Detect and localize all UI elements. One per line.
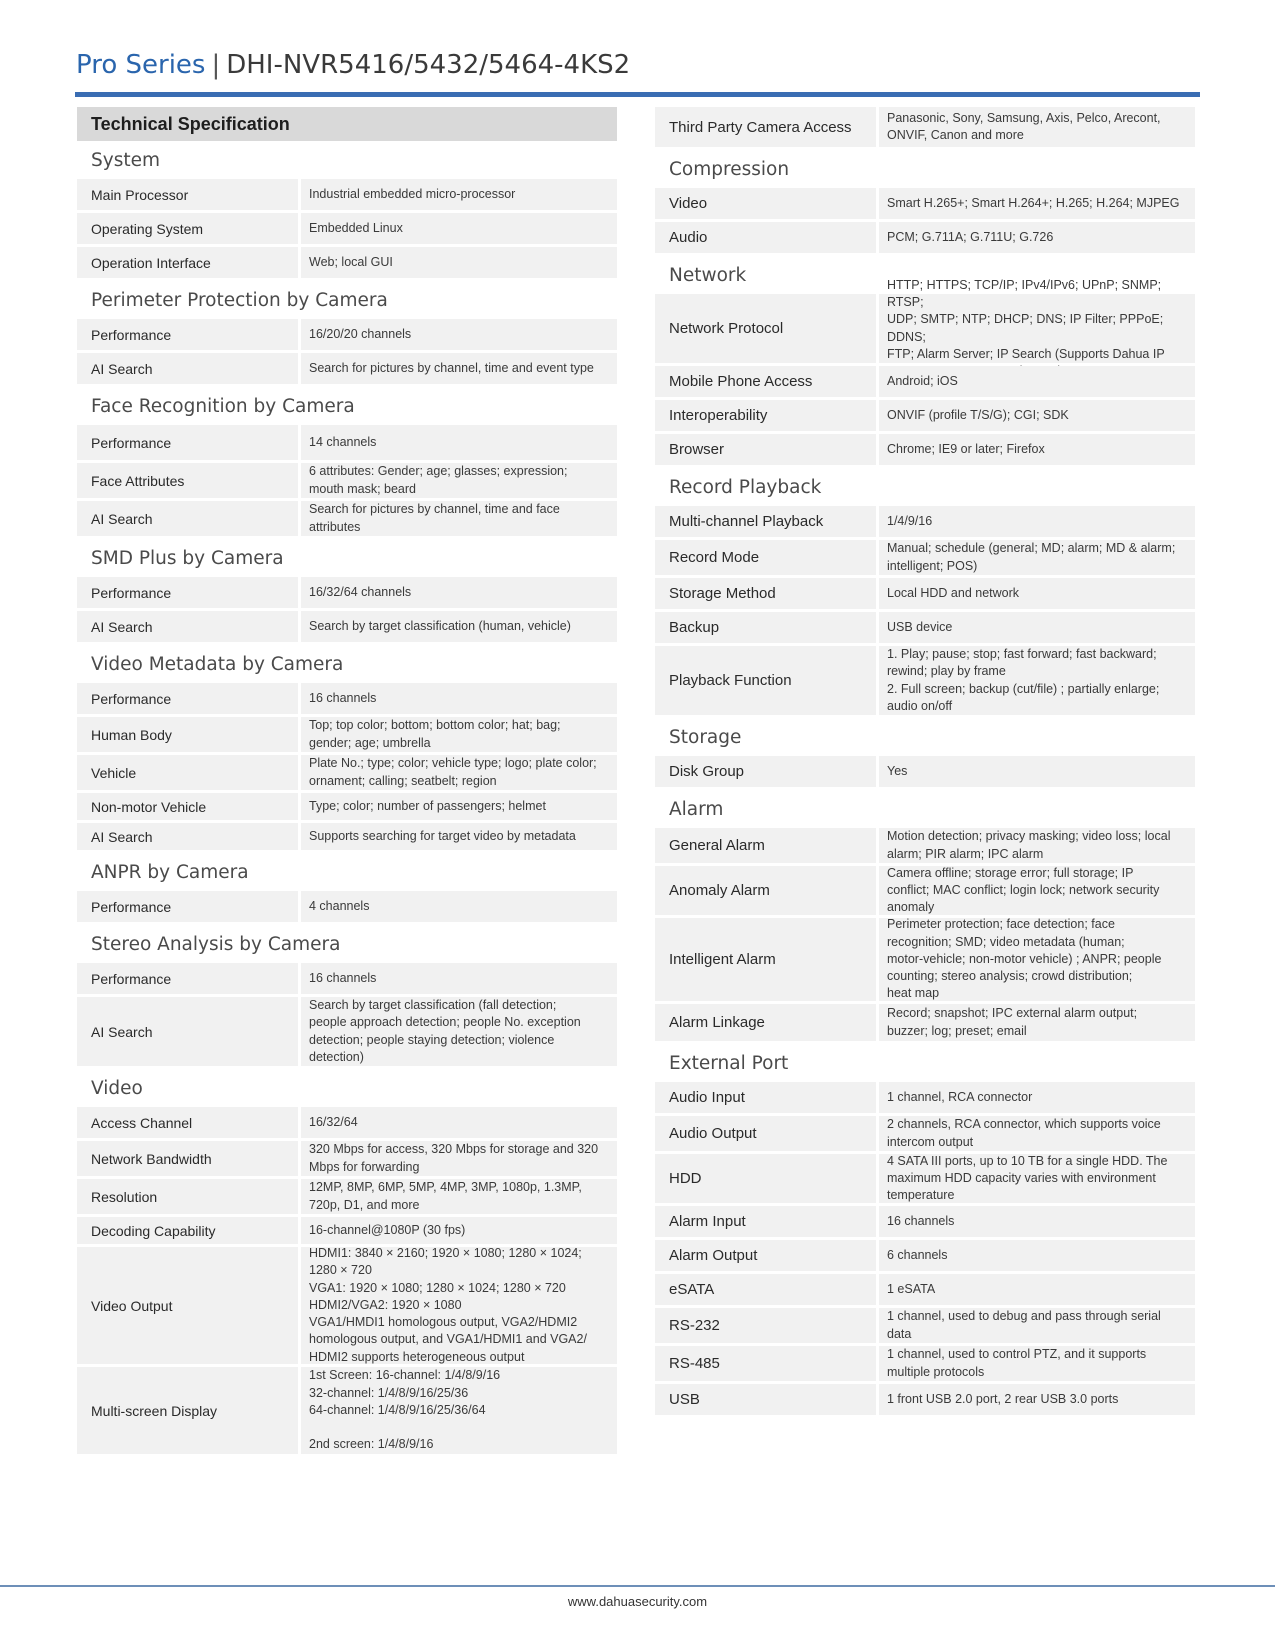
spec-label: AI Search	[77, 611, 298, 642]
spec-label: Playback Function	[655, 646, 876, 715]
spec-label: Multi-channel Playback	[655, 506, 876, 537]
spec-label: Performance	[77, 319, 298, 350]
spec-label: USB	[655, 1384, 876, 1415]
spec-label: Video Output	[77, 1247, 298, 1364]
spec-row	[77, 683, 617, 714]
header-separator: |	[211, 50, 221, 80]
spec-label: Decoding Capability	[77, 1217, 298, 1244]
spec-label: Backup	[655, 612, 876, 643]
spec-value: 16 channels	[301, 683, 617, 714]
spec-row	[655, 918, 1195, 1001]
spec-row	[655, 646, 1195, 715]
spec-value: Android; iOS	[879, 366, 1195, 397]
spec-label: Record Mode	[655, 540, 876, 575]
spec-value: 2 channels, RCA connector, which supports voice intercom output	[879, 1116, 1195, 1151]
spec-label: Performance	[77, 577, 298, 608]
spec-label: Resolution	[77, 1179, 298, 1214]
spec-row	[77, 319, 617, 350]
spec-value: 6 channels	[879, 1240, 1195, 1271]
spec-value: Embedded Linux	[301, 213, 617, 244]
section-heading: Face Recognition by Camera	[91, 396, 355, 417]
spec-value: 6 attributes: Gender; age; glasses; expression; mouth mask; beard	[301, 463, 617, 498]
spec-label: Performance	[77, 425, 298, 460]
spec-value: 14 channels	[301, 425, 617, 460]
spec-value: Plate No.; type; color; vehicle type; logo; plate color; ornament; calling; seatbelt; region	[301, 755, 617, 790]
spec-value: Smart H.265+; Smart H.264+; H.265; H.264; MJPEG	[879, 188, 1195, 219]
spec-row	[77, 963, 617, 994]
spec-row	[77, 425, 617, 460]
section-heading: Stereo Analysis by Camera	[91, 934, 341, 955]
spec-value: 1st Screen: 16-channel: 1/4/8/9/16 32-channel: 1/4/8/9/16/25/36 64-channel: 1/4/8/9/16/25/36/64 2nd screen: 1/4/8/9/16	[301, 1367, 617, 1454]
spec-row	[77, 793, 617, 820]
section-heading: External Port	[669, 1053, 789, 1074]
spec-label: Audio Input	[655, 1082, 876, 1113]
spec-row	[655, 506, 1195, 537]
spec-row	[77, 823, 617, 850]
spec-label: Human Body	[77, 717, 298, 752]
spec-label: Multi-screen Display	[77, 1367, 298, 1454]
spec-row	[77, 463, 617, 498]
spec-row	[655, 1308, 1195, 1343]
section-heading: Alarm	[669, 799, 724, 820]
spec-value: Yes	[879, 756, 1195, 787]
spec-label: Network Protocol	[655, 294, 876, 363]
spec-label: Mobile Phone Access	[655, 366, 876, 397]
spec-row	[655, 434, 1195, 465]
spec-value: Top; top color; bottom; bottom color; hat; bag; gender; age; umbrella	[301, 717, 617, 752]
spec-value: Supports searching for target video by metadata	[301, 823, 617, 850]
section-heading: Video Metadata by Camera	[91, 654, 344, 675]
spec-label: AI Search	[77, 353, 298, 384]
section-heading: Compression	[669, 159, 790, 180]
right-spec-column	[655, 107, 1195, 1418]
spec-label: Interoperability	[655, 400, 876, 431]
spec-value: 1 front USB 2.0 port, 2 rear USB 3.0 ports	[879, 1384, 1195, 1415]
spec-value: 1 channel, used to control PTZ, and it supports multiple protocols	[879, 1346, 1195, 1381]
spec-value: HTTP; HTTPS; TCP/IP; IPv4/IPv6; UPnP; SNMP; RTSP; UDP; SMTP; NTP; DHCP; DNS; IP Filter; PPPoE; DDNS; FTP; Alarm Server; IP Search (Supports Dahua IP	[879, 294, 1195, 363]
spec-label: Audio Output	[655, 1116, 876, 1151]
spec-row	[655, 1116, 1195, 1151]
spec-value: 4 SATA III ports, up to 10 TB for a single HDD. The maximum HDD capacity varies with environment temperature	[879, 1154, 1195, 1203]
spec-label: General Alarm	[655, 828, 876, 863]
spec-label: Main Processor	[77, 179, 298, 210]
spec-row	[77, 213, 617, 244]
spec-row	[77, 353, 617, 384]
spec-value: 16/32/64	[301, 1107, 617, 1138]
spec-label: Vehicle	[77, 755, 298, 790]
section-heading: ANPR by Camera	[91, 862, 249, 883]
spec-row	[655, 222, 1195, 253]
spec-row	[77, 1179, 617, 1214]
spec-value: Record; snapshot; IPC external alarm output; buzzer; log; preset; email	[879, 1004, 1195, 1041]
spec-label: RS-485	[655, 1346, 876, 1381]
series-name: Pro Series	[76, 50, 206, 80]
spec-label: Alarm Input	[655, 1206, 876, 1237]
spec-value: 4 channels	[301, 891, 617, 922]
spec-value: 1 channel, used to debug and pass through serial data	[879, 1308, 1195, 1343]
spec-row	[77, 577, 617, 608]
spec-row	[655, 1346, 1195, 1381]
spec-value: 1. Play; pause; stop; fast forward; fast backward; rewind; play by frame 2. Full screen; backup (cut/file) ; partially enlarge; audio on/off	[879, 646, 1195, 715]
spec-value: 1 eSATA	[879, 1274, 1195, 1305]
spec-value: 16 channels	[879, 1206, 1195, 1237]
spec-row	[77, 611, 617, 642]
spec-label: Network Bandwidth	[77, 1141, 298, 1176]
spec-label: Storage Method	[655, 578, 876, 609]
section-heading: System	[91, 150, 160, 171]
spec-row	[655, 866, 1195, 915]
spec-value: USB device	[879, 612, 1195, 643]
spec-row	[655, 1206, 1195, 1237]
spec-row	[655, 366, 1195, 397]
spec-value: Perimeter protection; face detection; face recognition; SMD; video metadata (human; motor-vehicle; non-motor vehicle) ; ANPR; people counting; stereo analysis; crowd distribution; heat map	[879, 918, 1195, 1001]
spec-value: PCM; G.711A; G.711U; G.726	[879, 222, 1195, 253]
spec-label: Operation Interface	[77, 247, 298, 278]
spec-value: Panasonic, Sony, Samsung, Axis, Pelco, Arecont, ONVIF, Canon and more	[879, 107, 1195, 147]
spec-value: 1 channel, RCA connector	[879, 1082, 1195, 1113]
spec-label: Access Channel	[77, 1107, 298, 1138]
spec-label: Anomaly Alarm	[655, 866, 876, 915]
spec-label: Alarm Linkage	[655, 1004, 876, 1041]
spec-value: Motion detection; privacy masking; video loss; local alarm; PIR alarm; IPC alarm	[879, 828, 1195, 863]
spec-row	[655, 828, 1195, 863]
spec-row	[655, 540, 1195, 575]
spec-label: eSATA	[655, 1274, 876, 1305]
section-heading: Record Playback	[669, 477, 822, 498]
spec-row	[77, 1247, 617, 1364]
spec-row	[77, 755, 617, 790]
spec-row	[655, 1082, 1195, 1113]
spec-label: AI Search	[77, 823, 298, 850]
spec-value: HDMI1: 3840 × 2160; 1920 × 1080; 1280 × 1024; 1280 × 720 VGA1: 1920 × 1080; 1280 × 1024; 1280 × 720 HDMI2/VGA2: 1920 × 1080 VGA1/HMDI1 homologous output, VGA2/HDMI2 homologous output, and VGA1/HDMI1 and VGA2/ HDMI2 supports heterogeneous output	[301, 1247, 617, 1364]
page-header	[76, 50, 630, 80]
footer-url: www.dahuasecurity.com	[567, 1594, 708, 1609]
spec-row	[655, 107, 1195, 147]
spec-value: Search by target classification (fall detection; people approach detection; people No. exception detection; people staying detection; violence detection)	[301, 997, 617, 1066]
spec-label: HDD	[655, 1154, 876, 1203]
spec-label: RS-232	[655, 1308, 876, 1343]
spec-value: Chrome; IE9 or later; Firefox	[879, 434, 1195, 465]
spec-label: Intelligent Alarm	[655, 918, 876, 1001]
spec-title: Technical Specification	[77, 107, 617, 141]
spec-row	[655, 612, 1195, 643]
spec-label: Third Party Camera Access	[655, 107, 876, 147]
section-heading: SMD Plus by Camera	[91, 548, 284, 569]
spec-label: Video	[655, 188, 876, 219]
spec-row	[655, 400, 1195, 431]
spec-value: 16/20/20 channels	[301, 319, 617, 350]
spec-value: 16/32/64 channels	[301, 577, 617, 608]
spec-label: Disk Group	[655, 756, 876, 787]
spec-value: Search for pictures by channel, time and face attributes	[301, 501, 617, 536]
spec-row	[655, 1384, 1195, 1415]
spec-row	[77, 247, 617, 278]
spec-value: Search by target classification (human, vehicle)	[301, 611, 617, 642]
spec-label: Performance	[77, 963, 298, 994]
spec-label: AI Search	[77, 997, 298, 1066]
section-heading: Storage	[669, 727, 742, 748]
spec-value: 16 channels	[301, 963, 617, 994]
spec-label: Alarm Output	[655, 1240, 876, 1271]
spec-label: Performance	[77, 891, 298, 922]
spec-label: Operating System	[77, 213, 298, 244]
spec-row	[77, 501, 617, 536]
spec-row	[655, 578, 1195, 609]
spec-label: Performance	[77, 683, 298, 714]
spec-value: Camera offline; storage error; full storage; IP conflict; MAC conflict; login lock; network security anomaly	[879, 866, 1195, 915]
spec-label: AI Search	[77, 501, 298, 536]
spec-value: 16-channel@1080P (30 fps)	[301, 1217, 617, 1244]
model-number: DHI-NVR5416/5432/5464-4KS2	[226, 50, 631, 80]
spec-value: 320 Mbps for access, 320 Mbps for storage and 320 Mbps for forwarding	[301, 1141, 617, 1176]
spec-value: 12MP, 8MP, 6MP, 5MP, 4MP, 3MP, 1080p, 1.3MP, 720p, D1, and more	[301, 1179, 617, 1214]
footer-rule	[0, 1585, 1275, 1587]
spec-row	[77, 997, 617, 1066]
spec-label: Browser	[655, 434, 876, 465]
spec-row	[77, 1141, 617, 1176]
spec-value: Web; local GUI	[301, 247, 617, 278]
section-heading: Perimeter Protection by Camera	[91, 290, 388, 311]
spec-row	[655, 188, 1195, 219]
spec-row	[655, 1004, 1195, 1041]
spec-value: Type; color; number of passengers; helmet	[301, 793, 617, 820]
left-spec-column	[77, 107, 617, 1457]
section-heading: Video	[91, 1078, 143, 1099]
spec-value: Industrial embedded micro-processor	[301, 179, 617, 210]
spec-row	[655, 1154, 1195, 1203]
spec-value: Local HDD and network	[879, 578, 1195, 609]
spec-label: Face Attributes	[77, 463, 298, 498]
spec-row	[77, 1367, 617, 1454]
spec-row	[655, 756, 1195, 787]
spec-value: Manual; schedule (general; MD; alarm; MD & alarm; intelligent; POS)	[879, 540, 1195, 575]
spec-label: Audio	[655, 222, 876, 253]
spec-row	[655, 277, 1195, 363]
section-heading: Network	[669, 265, 747, 286]
header-rule	[75, 92, 1200, 97]
spec-label: Non-motor Vehicle	[77, 793, 298, 820]
spec-value: Search for pictures by channel, time and event type	[301, 353, 617, 384]
spec-value: ONVIF (profile T/S/G); CGI; SDK	[879, 400, 1195, 431]
spec-row	[77, 717, 617, 752]
spec-value: 1/4/9/16	[879, 506, 1195, 537]
spec-row	[77, 1217, 617, 1244]
spec-row	[77, 891, 617, 922]
spec-row	[77, 1107, 617, 1138]
spec-row	[655, 1274, 1195, 1305]
spec-row	[655, 1240, 1195, 1271]
spec-row	[77, 179, 617, 210]
